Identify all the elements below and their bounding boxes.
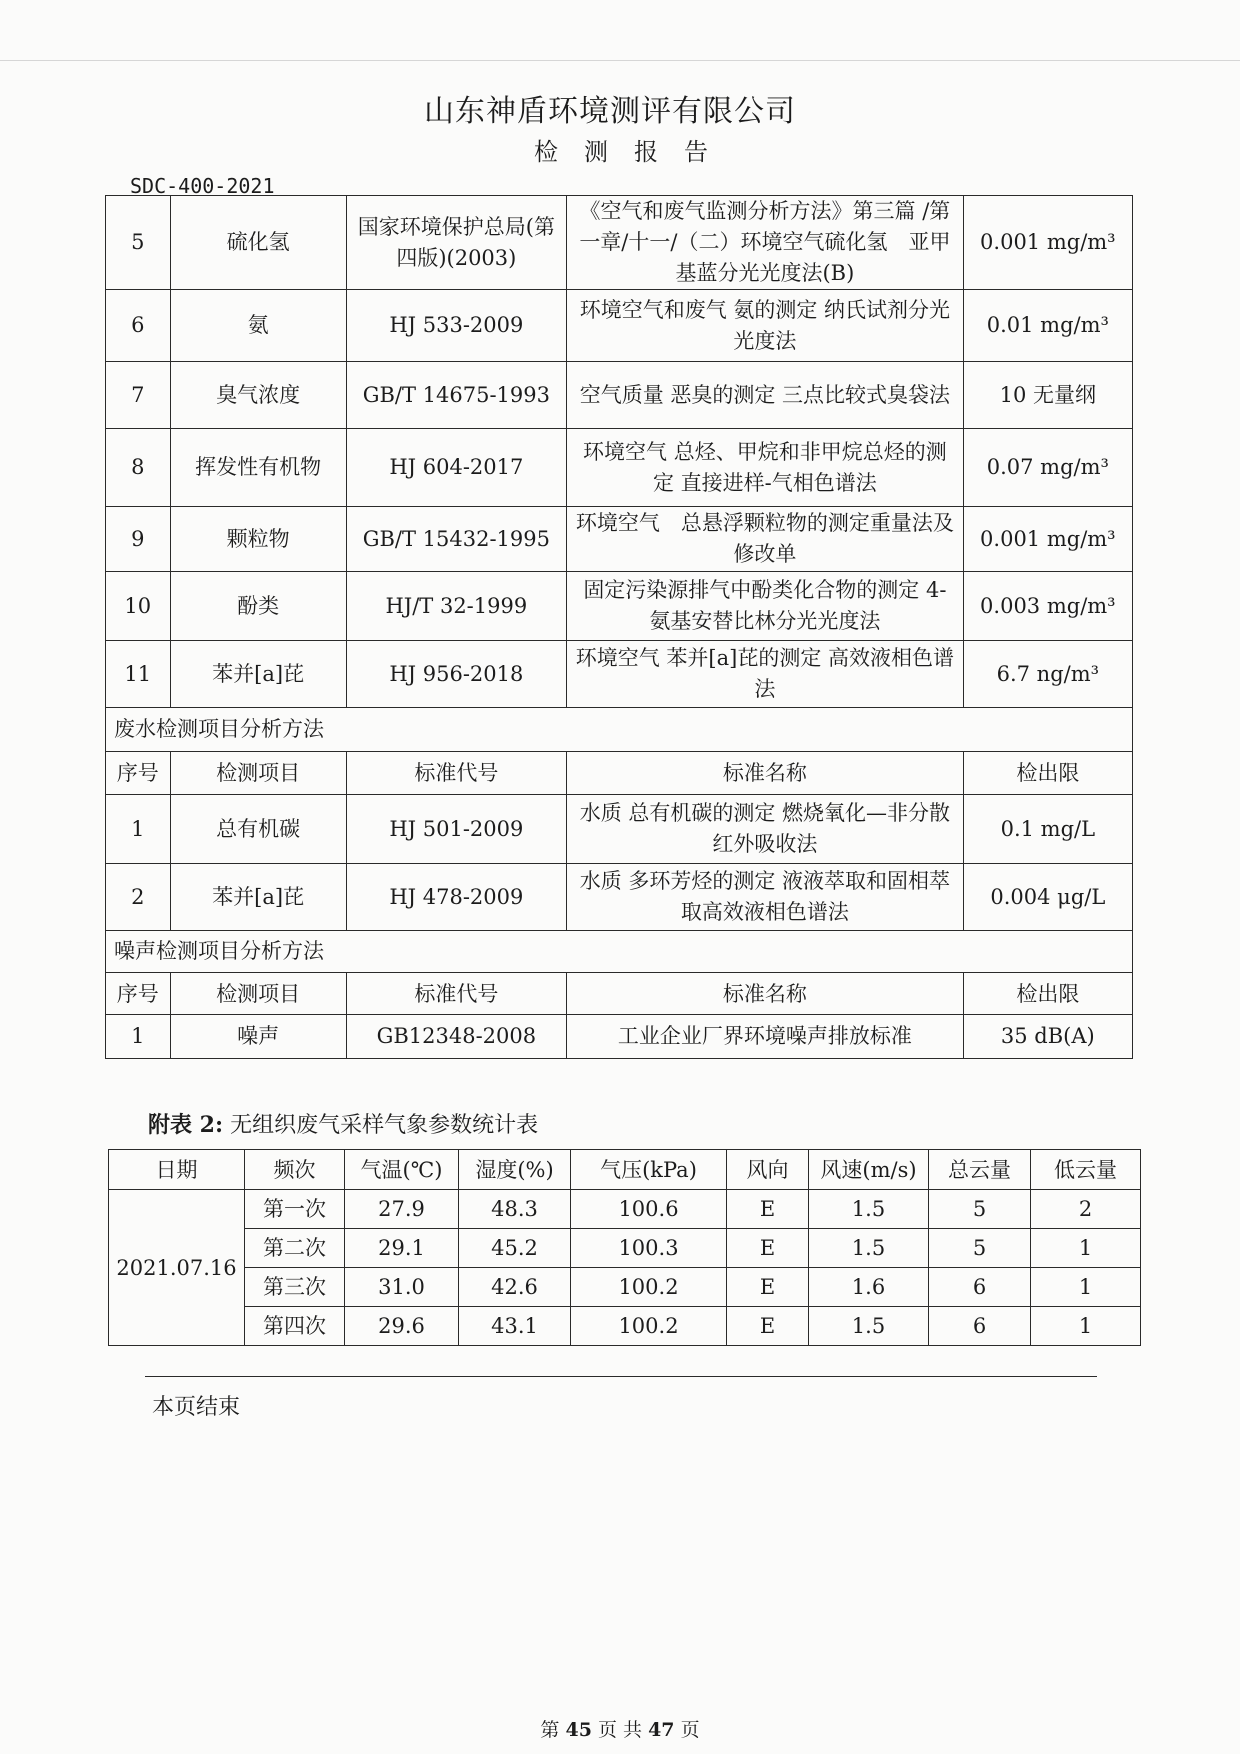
row-number: 9	[106, 507, 171, 572]
weather-parameters-table	[108, 1149, 1141, 1346]
page-top-rule	[0, 60, 1240, 61]
table-row	[109, 1307, 1141, 1346]
standard-name: 空气质量 恶臭的测定 三点比较式臭袋法	[567, 362, 964, 429]
wind-direction: E	[727, 1307, 809, 1346]
page-number	[0, 1715, 1240, 1742]
table-row	[106, 795, 1133, 864]
detection-limit: 6.7 ng/m³	[963, 641, 1132, 708]
end-divider	[145, 1376, 1097, 1377]
row-number: 5	[106, 196, 171, 290]
sampling-date: 2021.07.16	[109, 1190, 245, 1346]
total-cloud: 5	[929, 1229, 1031, 1268]
wind-speed: 1.5	[809, 1190, 929, 1229]
detection-limit: 0.01 mg/m³	[963, 290, 1132, 362]
wind-direction: E	[727, 1190, 809, 1229]
column-header: 气压(kPa)	[571, 1150, 727, 1190]
standard-name: 《空气和废气监测分析方法》第三篇 /第一章/十一/（二）环境空气硫化氢 亚甲基蓝分光光度法(B)	[567, 196, 964, 290]
low-cloud: 1	[1031, 1268, 1141, 1307]
temperature: 29.6	[345, 1307, 459, 1346]
page-mid: 页 共	[597, 1719, 643, 1741]
detection-limit: 35 dB(A)	[963, 1015, 1132, 1059]
document-number: SDC-400-2021	[130, 174, 275, 198]
appendix-title	[148, 1108, 538, 1139]
column-header: 标准名称	[567, 973, 964, 1015]
page-total: 47	[648, 1719, 675, 1741]
column-header-row	[106, 752, 1133, 795]
test-item: 酚类	[170, 572, 346, 641]
standard-code: GB/T 14675-1993	[346, 362, 567, 429]
row-number: 2	[106, 864, 171, 931]
wind-speed: 1.5	[809, 1229, 929, 1268]
temperature: 31.0	[345, 1268, 459, 1307]
standard-name: 水质 多环芳烃的测定 液液萃取和固相萃取高效液相色谱法	[567, 864, 964, 931]
test-item: 硫化氢	[170, 196, 346, 290]
low-cloud: 2	[1031, 1190, 1141, 1229]
standard-code: HJ 604-2017	[346, 429, 567, 507]
table-row	[106, 1015, 1133, 1059]
detection-limit: 0.1 mg/L	[963, 795, 1132, 864]
standard-code: HJ/T 32-1999	[346, 572, 567, 641]
column-header: 序号	[106, 752, 171, 795]
pressure: 100.2	[571, 1307, 727, 1346]
wind-direction: E	[727, 1229, 809, 1268]
test-item: 苯并[a]芘	[170, 641, 346, 708]
low-cloud: 1	[1031, 1307, 1141, 1346]
column-header: 检测项目	[170, 973, 346, 1015]
test-item: 噪声	[170, 1015, 346, 1059]
standard-name: 环境空气 总悬浮颗粒物的测定重量法及修改单	[567, 507, 964, 572]
report-subtitle: 检测报告	[534, 138, 734, 166]
column-header: 低云量	[1031, 1150, 1141, 1190]
column-header: 总云量	[929, 1150, 1031, 1190]
appendix-title-text: 无组织废气采样气象参数统计表	[230, 1113, 539, 1138]
total-cloud: 5	[929, 1190, 1031, 1229]
table-row	[109, 1268, 1141, 1307]
total-cloud: 6	[929, 1268, 1031, 1307]
humidity: 45.2	[459, 1229, 571, 1268]
test-item: 总有机碳	[170, 795, 346, 864]
column-header: 标准名称	[567, 752, 964, 795]
standard-name: 工业企业厂界环境噪声排放标准	[567, 1015, 964, 1059]
end-of-page-note: 本页结束	[152, 1395, 241, 1420]
column-header-row	[106, 973, 1133, 1015]
standard-code: GB12348-2008	[346, 1015, 567, 1059]
test-item: 颗粒物	[170, 507, 346, 572]
test-item: 挥发性有机物	[170, 429, 346, 507]
pressure: 100.2	[571, 1268, 727, 1307]
table-row	[106, 362, 1133, 429]
standard-name: 水质 总有机碳的测定 燃烧氧化—非分散红外吸收法	[567, 795, 964, 864]
row-number: 1	[106, 795, 171, 864]
standard-code: HJ 478-2009	[346, 864, 567, 931]
standard-code: HJ 533-2009	[346, 290, 567, 362]
table-row	[106, 641, 1133, 708]
humidity: 43.1	[459, 1307, 571, 1346]
section-header-row	[106, 931, 1133, 973]
row-number: 10	[106, 572, 171, 641]
standard-code: GB/T 15432-1995	[346, 507, 567, 572]
appendix-label: 附表 2:	[148, 1112, 224, 1138]
pressure: 100.6	[571, 1190, 727, 1229]
row-number: 8	[106, 429, 171, 507]
pressure: 100.3	[571, 1229, 727, 1268]
standard-name: 环境空气 总烃、甲烷和非甲烷总烃的测定 直接进样-气相色谱法	[567, 429, 964, 507]
detection-limit: 0.004 μg/L	[963, 864, 1132, 931]
temperature: 27.9	[345, 1190, 459, 1229]
standard-name: 固定污染源排气中酚类化合物的测定 4-氨基安替比林分光光度法	[567, 572, 964, 641]
column-header: 频次	[245, 1150, 345, 1190]
standard-name: 环境空气 苯并[a]芘的测定 高效液相色谱法	[567, 641, 964, 708]
column-header: 风速(m/s)	[809, 1150, 929, 1190]
column-header: 序号	[106, 973, 171, 1015]
column-header: 风向	[727, 1150, 809, 1190]
table-row	[106, 572, 1133, 641]
table-row	[106, 290, 1133, 362]
frequency: 第四次	[245, 1307, 345, 1346]
wind-direction: E	[727, 1268, 809, 1307]
column-header: 检测项目	[170, 752, 346, 795]
table-row	[106, 507, 1133, 572]
page-current: 45	[565, 1719, 592, 1741]
detection-limit: 0.001 mg/m³	[963, 196, 1132, 290]
page-suffix: 页	[680, 1719, 700, 1741]
frequency: 第三次	[245, 1268, 345, 1307]
standard-code: 国家环境保护总局(第四版)(2003)	[346, 196, 567, 290]
column-header: 检出限	[963, 752, 1132, 795]
column-header: 标准代号	[346, 752, 567, 795]
column-header-row	[109, 1150, 1141, 1190]
table-row	[106, 196, 1133, 290]
temperature: 29.1	[345, 1229, 459, 1268]
low-cloud: 1	[1031, 1229, 1141, 1268]
table-row	[109, 1229, 1141, 1268]
wind-speed: 1.6	[809, 1268, 929, 1307]
test-item: 氨	[170, 290, 346, 362]
standard-code: HJ 501-2009	[346, 795, 567, 864]
row-number: 11	[106, 641, 171, 708]
company-name: 山东神盾环境测评有限公司	[424, 94, 796, 129]
test-item: 臭气浓度	[170, 362, 346, 429]
table-row	[106, 864, 1133, 931]
standard-name: 环境空气和废气 氨的测定 纳氏试剂分光光度法	[567, 290, 964, 362]
column-header: 标准代号	[346, 973, 567, 1015]
section-header-row	[106, 708, 1133, 752]
humidity: 48.3	[459, 1190, 571, 1229]
humidity: 42.6	[459, 1268, 571, 1307]
noise-section-title: 噪声检测项目分析方法	[106, 931, 1133, 973]
column-header: 气温(℃)	[345, 1150, 459, 1190]
column-header: 湿度(%)	[459, 1150, 571, 1190]
wind-speed: 1.5	[809, 1307, 929, 1346]
detection-limit: 0.003 mg/m³	[963, 572, 1132, 641]
analysis-methods-table	[105, 195, 1133, 1059]
row-number: 7	[106, 362, 171, 429]
frequency: 第一次	[245, 1190, 345, 1229]
table-row	[106, 429, 1133, 507]
row-number: 1	[106, 1015, 171, 1059]
test-item: 苯并[a]芘	[170, 864, 346, 931]
row-number: 6	[106, 290, 171, 362]
column-header: 检出限	[963, 973, 1132, 1015]
detection-limit: 10 无量纲	[963, 362, 1132, 429]
detection-limit: 0.07 mg/m³	[963, 429, 1132, 507]
page-prefix: 第	[540, 1719, 560, 1741]
column-header: 日期	[109, 1150, 245, 1190]
detection-limit: 0.001 mg/m³	[963, 507, 1132, 572]
standard-code: HJ 956-2018	[346, 641, 567, 708]
total-cloud: 6	[929, 1307, 1031, 1346]
frequency: 第二次	[245, 1229, 345, 1268]
wastewater-section-title: 废水检测项目分析方法	[106, 708, 1133, 752]
table-row	[109, 1190, 1141, 1229]
